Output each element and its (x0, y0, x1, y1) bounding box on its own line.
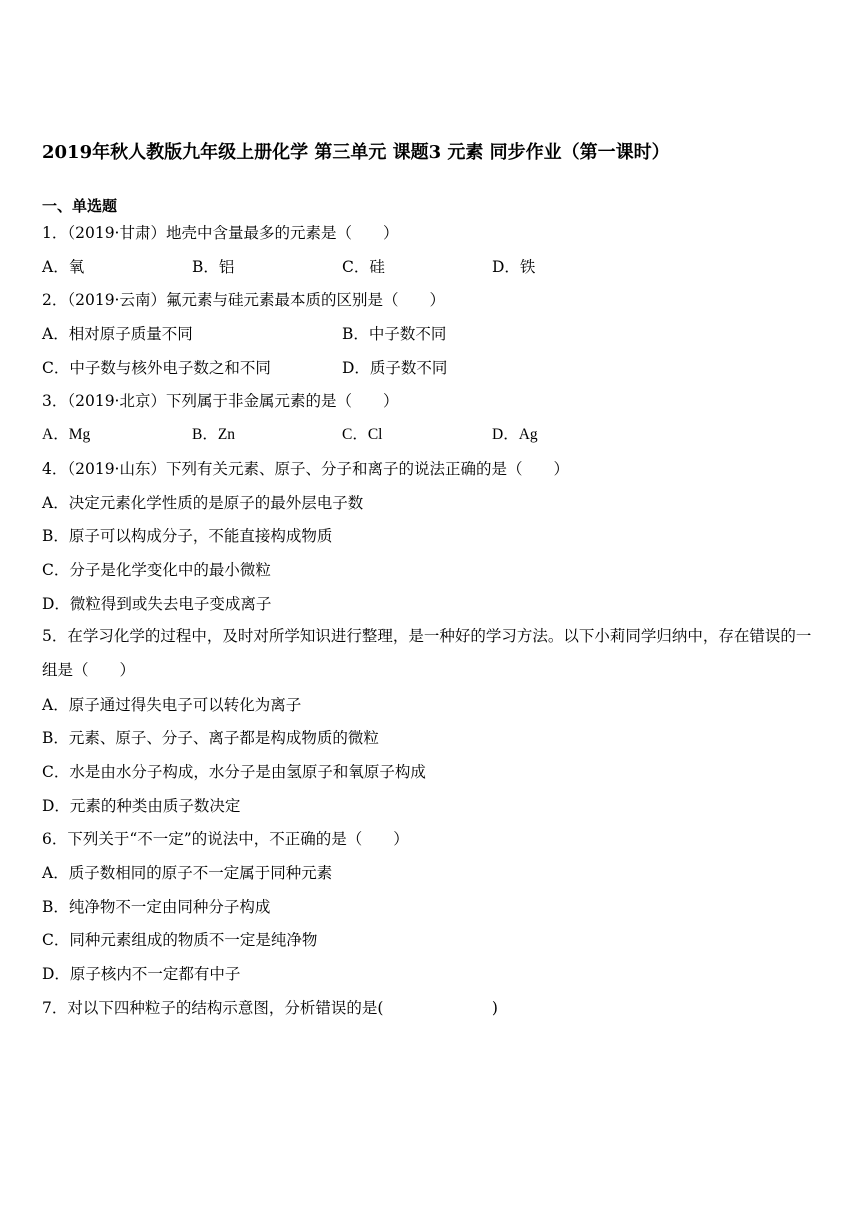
question-4-option-b: B．原子可以构成分子，不能直接构成物质 (42, 527, 333, 546)
question-4-option-d: D．微粒得到或失去电子变成离子 (42, 594, 272, 613)
question-6-stem: 6．下列关于“不一定”的说法中，不正确的是（ ） (42, 830, 409, 849)
question-5-stem: 5．在学习化学的过程中，及时对所学知识进行整理，是一种好的学习方法。以下小莉同学归纳中，存在错误的一组是（ ） (42, 627, 812, 679)
question-7-stem: 7．对以下四种粒子的结构示意图，分析错误的是( ) (42, 998, 498, 1017)
document-title: 2019年秋人教版九年级上册化学 第三单元 课题3 元素 同步作业（第一课时） (42, 142, 670, 163)
question-4-option-c: C．分子是化学变化中的最小微粒 (42, 560, 271, 579)
question-1-option-d: D．铁 (492, 257, 536, 276)
question-2-option-b: B．中子数不同 (342, 325, 447, 344)
question-5-option-a: A．原子通过得失电子可以转化为离子 (42, 695, 302, 714)
question-6-option-c: C．同种元素组成的物质不一定是纯净物 (42, 931, 318, 950)
question-3-options (42, 424, 818, 458)
question-6-option-d: D．原子核内不一定都有中子 (42, 965, 241, 984)
question-6-option-a: A．质子数相同的原子不一定属于同种元素 (42, 864, 333, 883)
question-1-option-c: C．硅 (342, 257, 385, 276)
question-5-option-c: C．水是由水分子构成，水分子是由氢原子和氧原子构成 (42, 763, 426, 782)
question-3-option-b: B．Zn (192, 426, 236, 444)
question-2-options-row-1 (42, 323, 818, 357)
question-1-option-b: B．铝 (192, 257, 235, 276)
question-2-options-row-2 (42, 357, 818, 391)
question-3-option-c: C．Cl (342, 426, 383, 444)
question-3-stem: 3．（2019·北京）下列属于非金属元素的是（ ） (42, 392, 399, 411)
section-heading: 一、单选题 (42, 197, 118, 215)
question-1-options (42, 256, 818, 290)
question-3-option-a: A．Mg (42, 426, 91, 444)
question-2-option-d: D．质子数不同 (342, 358, 448, 377)
question-list (42, 222, 818, 1031)
question-2-option-c: C．中子数与核外电子数之和不同 (42, 358, 271, 377)
question-4-option-a: A．决定元素化学性质的是原子的最外层电子数 (42, 493, 364, 512)
question-5-option-b: B．元素、原子、分子、离子都是构成物质的微粒 (42, 729, 379, 748)
question-4-stem: 4．（2019·山东）下列有关元素、原子、分子和离子的说法正确的是（ ） (42, 459, 569, 478)
question-3-option-d: D．Ag (492, 426, 538, 444)
question-5-option-d: D．元素的种类由质子数决定 (42, 796, 241, 815)
question-6-option-b: B．纯净物不一定由同种分子构成 (42, 897, 271, 916)
question-2-option-a: A．相对原子质量不同 (42, 325, 193, 344)
question-2-stem: 2．（2019·云南）氟元素与硅元素最本质的区别是（ ） (42, 291, 445, 310)
question-1-stem: 1．（2019·甘肃）地壳中含量最多的元素是（ ） (42, 224, 399, 242)
question-1-option-a: A．氧 (42, 257, 85, 276)
